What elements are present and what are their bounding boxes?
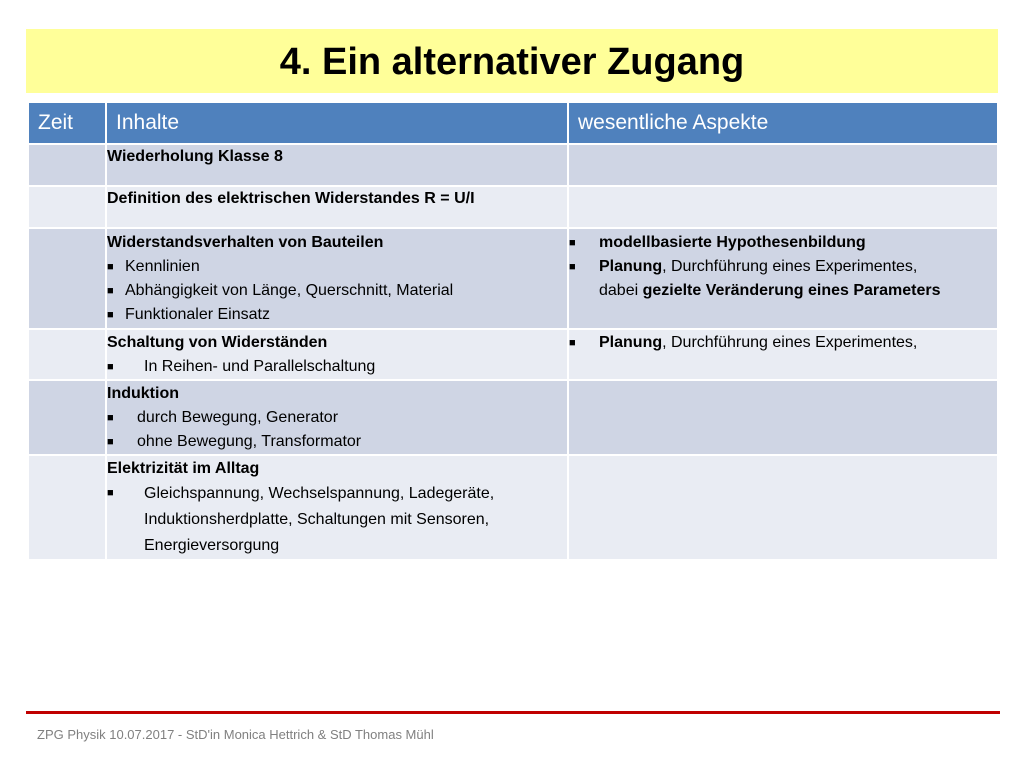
header-inhalte: Inhalte xyxy=(106,102,568,144)
table-row xyxy=(28,228,998,329)
footer-text: ZPG Physik 10.07.2017 - StD'in Monica Hettrich & StD Thomas Mühl xyxy=(37,727,434,742)
table-row xyxy=(28,186,998,228)
table-row xyxy=(28,380,998,455)
aspekte-cell xyxy=(568,380,998,455)
aspekte-cell xyxy=(568,329,998,380)
bullet-icon: ■ xyxy=(107,487,114,499)
zeit-cell xyxy=(28,186,106,228)
bullet-icon: ■ xyxy=(107,361,114,373)
inhalte-cell xyxy=(106,186,568,228)
aspect-item: ■ Planung, Durchführung eines Experimentes, xyxy=(569,331,997,355)
row-heading: Wiederholung Klasse 8 xyxy=(107,148,283,165)
bullet-icon: ■ xyxy=(569,261,576,273)
zeit-cell xyxy=(28,144,106,186)
row-heading: Widerstandsverhalten von Bauteilen xyxy=(107,234,384,251)
zeit-cell xyxy=(28,455,106,560)
inhalte-cell xyxy=(106,329,568,380)
inhalte-cell xyxy=(106,228,568,329)
aspekte-cell xyxy=(568,228,998,329)
bullet-icon: ■ xyxy=(107,309,114,321)
footer-divider xyxy=(26,711,1000,714)
title-bar xyxy=(26,29,998,93)
aspekte-cell xyxy=(568,144,998,186)
table-row xyxy=(28,455,998,560)
content-table xyxy=(27,101,999,561)
row-heading: Elektrizität im Alltag xyxy=(107,460,260,477)
aspect-item: ■ modellbasierte Hypothesenbildung xyxy=(569,231,997,255)
bullet-icon: ■ xyxy=(107,436,114,448)
row-heading: Definition des elektrischen Widerstandes R = U/I xyxy=(107,190,475,207)
row-heading: Schaltung von Widerständen xyxy=(107,334,328,351)
list-item: ■ In Reihen- und Parallelschaltung xyxy=(107,355,567,379)
table-row xyxy=(28,144,998,186)
header-zeit: Zeit xyxy=(28,102,106,144)
list-item: ■ Abhängigkeit von Länge, Querschnitt, Material xyxy=(107,279,567,303)
list-item: ■ durch Bewegung, Generator xyxy=(107,406,567,430)
list-item: ■ Gleichspannung, Wechselspannung, Ladegeräte, Induktionsherdplatte, Schaltungen mit Sensoren, Energieversorgung xyxy=(107,481,567,559)
bullet-icon: ■ xyxy=(569,337,576,349)
aspect-item: ■ Planung, Durchführung eines Experimentes, dabei gezielte Veränderung eines Parameters xyxy=(569,255,997,303)
bullet-icon: ■ xyxy=(107,261,114,273)
list-item: ■ ohne Bewegung, Transformator xyxy=(107,430,567,454)
list-item: ■ Funktionaler Einsatz xyxy=(107,303,567,327)
inhalte-cell xyxy=(106,455,568,560)
bullet-icon: ■ xyxy=(107,412,114,424)
header-row xyxy=(28,102,998,144)
zeit-cell xyxy=(28,329,106,380)
slide-title: 4. Ein alternativer Zugang xyxy=(279,41,745,83)
table-row xyxy=(28,329,998,380)
zeit-cell xyxy=(28,228,106,329)
zeit-cell xyxy=(28,380,106,455)
bullet-icon: ■ xyxy=(569,237,576,249)
row-heading: Induktion xyxy=(107,385,179,402)
header-aspekte: wesentliche Aspekte xyxy=(568,102,998,144)
inhalte-cell xyxy=(106,380,568,455)
inhalte-cell xyxy=(106,144,568,186)
list-item: ■ Kennlinien xyxy=(107,255,567,279)
aspekte-cell xyxy=(568,455,998,560)
bullet-icon: ■ xyxy=(107,285,114,297)
aspekte-cell xyxy=(568,186,998,228)
